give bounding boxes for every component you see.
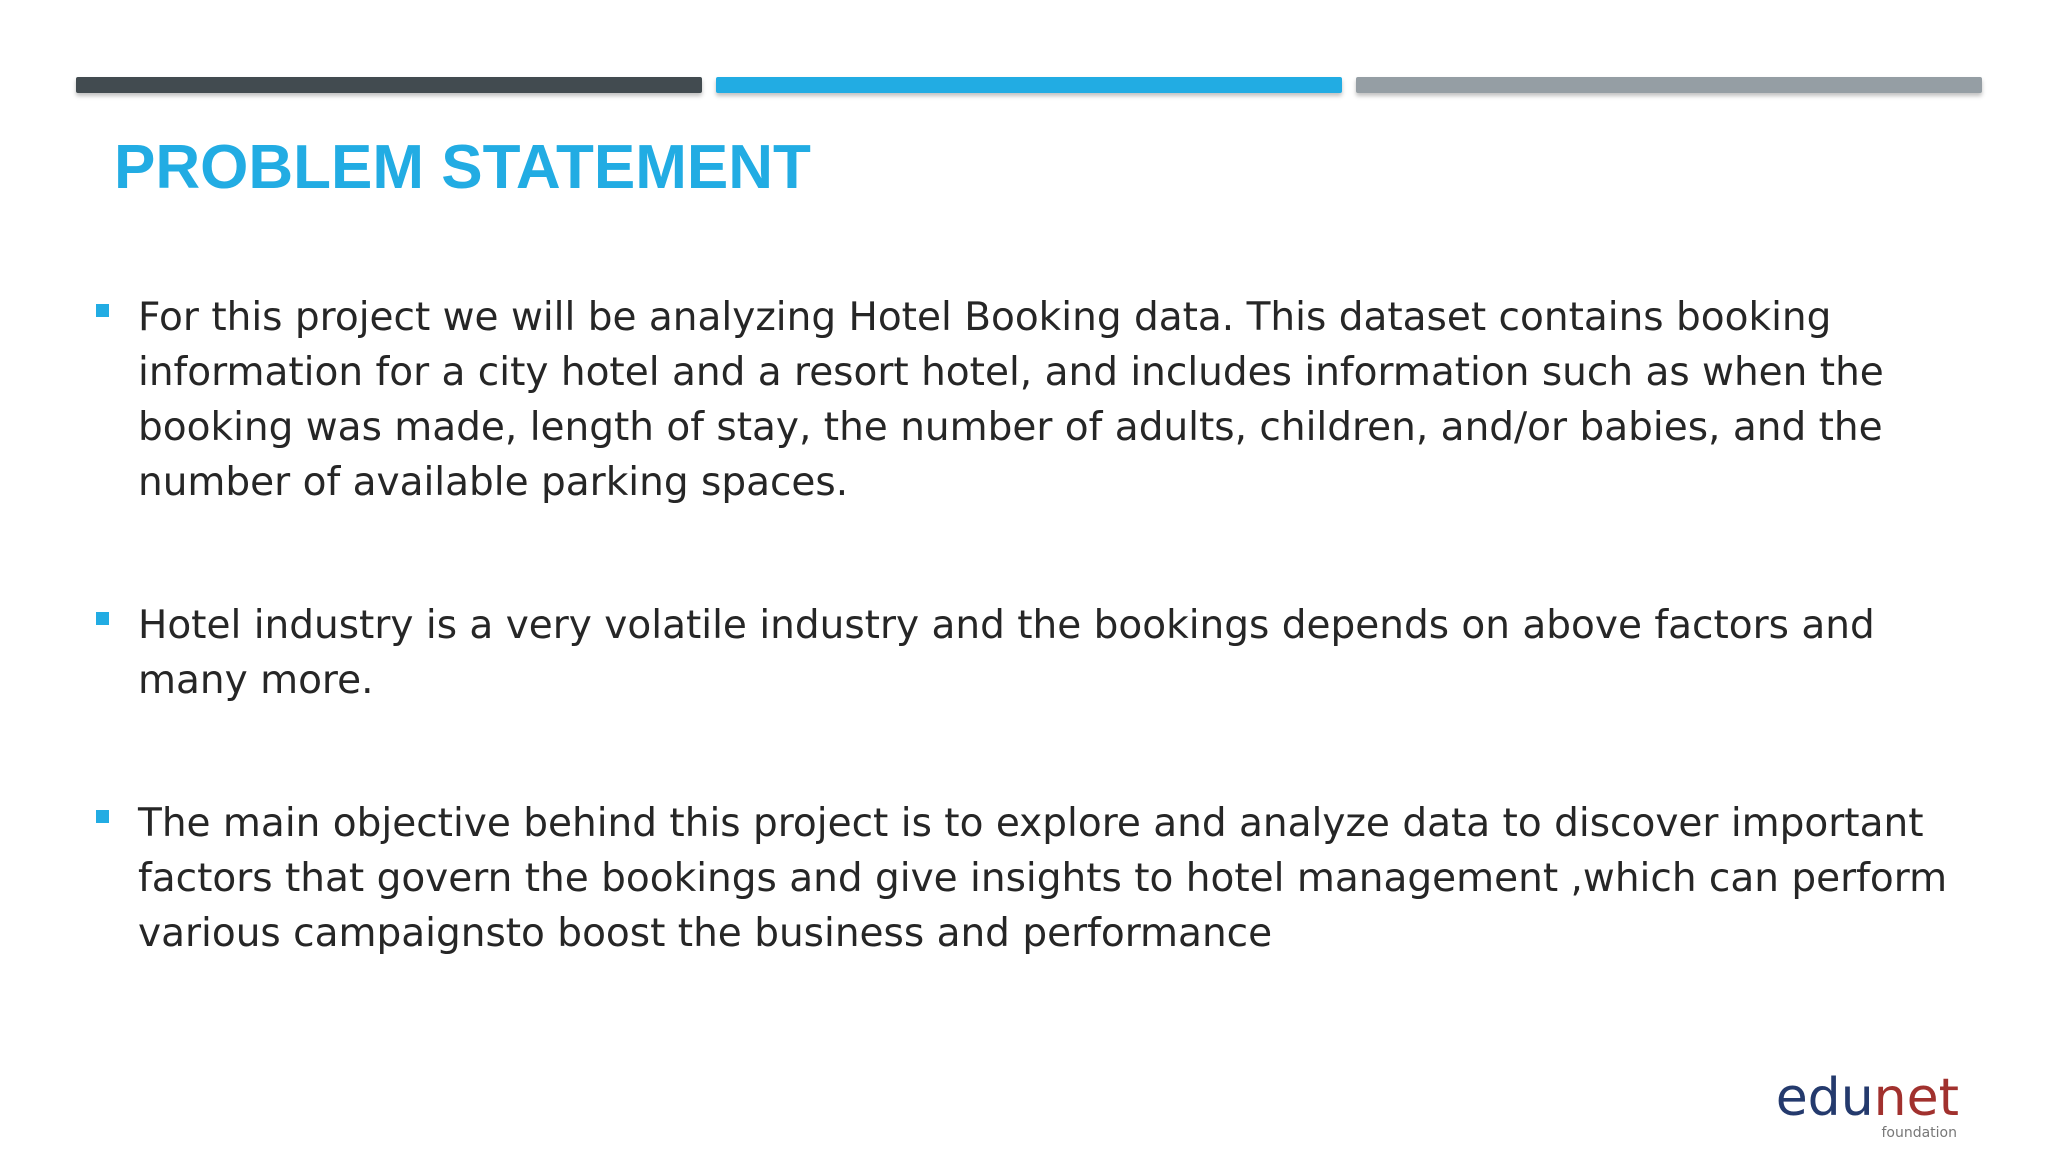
header-bars [76, 77, 1982, 93]
bullet-text: Hotel industry is a very volatile industry and the bookings depends on above factors and many more. [138, 603, 1875, 703]
square-bullet-icon [96, 612, 109, 625]
square-bullet-icon [96, 304, 109, 317]
logo-subtitle: foundation [1881, 1125, 1957, 1141]
square-bullet-icon [96, 810, 109, 823]
bullet-text: For this project we will be analyzing Hotel Booking data. This dataset contains booking information for a city hotel and a resort hotel, and includes information such as when the booking was made, length of stay, the number of adults, children, and/or babies, and the number of available parking spaces. [138, 295, 1884, 505]
logo-wordmark [1775, 1068, 1959, 1128]
slide-title: PROBLEM STATEMENT [114, 133, 811, 202]
bullet-list [94, 290, 1954, 961]
bullet-item [94, 796, 1954, 961]
bullet-text: The main objective behind this project is to explore and analyze data to discover important factors that govern the bookings and give insights to hotel management ,which can perform various campaignsto boost the business and performance [138, 801, 1948, 956]
header-bar-dark [76, 77, 702, 93]
bullet-item [94, 290, 1954, 510]
header-bar-blue [716, 77, 1342, 93]
bullet-item [94, 598, 1954, 708]
logo-part-net: net [1873, 1068, 1959, 1128]
edunet-logo [1775, 1068, 1959, 1141]
logo-part-edu: edu [1775, 1068, 1874, 1128]
header-bar-gray [1356, 77, 1982, 93]
